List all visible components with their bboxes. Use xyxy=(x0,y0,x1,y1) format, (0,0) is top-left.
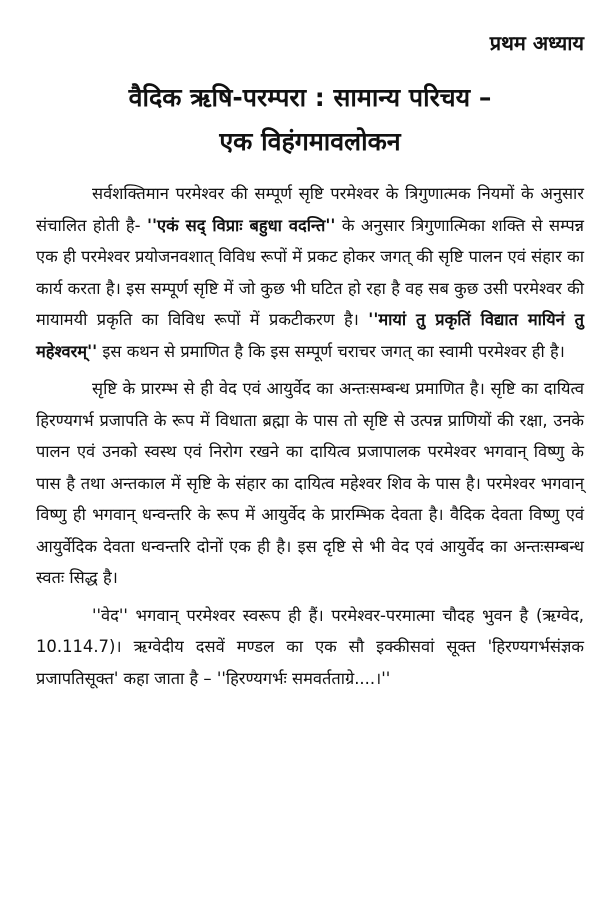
sanskrit-quote-2: ''मायां तु प्रकृतिं विद्यात मायिनं तु महेश्वरम्'' xyxy=(36,310,584,361)
book-page xyxy=(36,28,584,694)
paragraph-3: ''वेद'' भगवान् परमेश्वर स्वरूप ही हैं। परमेश्वर-परमात्मा चौदह भुवन है (ऋग्वेद, 10.114.7)। ऋग्वेदीय दसवें मण्डल का एक सौ इक्कीसवां सूक्त 'हिरण्यगर्भसंज्ञक प्रजापतिसूक्त' कहा जाता है – ''हिरण्यगर्भः समवर्तताग्रे....।'' xyxy=(36,605,584,688)
chapter-label: प्रथम अध्याय xyxy=(489,31,584,55)
paragraph-1-text-b: के अनुसार त्रिगुणात्मिका शक्ति से सम्पन्न एक ही परमेश्वर प्रयोजनवशात् विविध रूपों में प्रकट होकर जगत् की सृष्टि पालन एवं संहार का कार्य करता है। इस सम्पूर्ण सृष्टि में जो कुछ भी घटित हो रहा है वह सब कुछ उसी परमेश्वर की मायामयी प्रकृति का विविध रूपों में प्रकटीकरण है। xyxy=(36,215,585,329)
sanskrit-quote-1: ''एकं सद् विप्राः बहुधा वदन्ति'' xyxy=(146,215,336,235)
paragraph-1 xyxy=(36,178,584,367)
paragraph-2: सृष्टि के प्रारम्भ से ही वेद एवं आयुर्वेद का अन्तःसम्बन्ध प्रमाणित है। सृष्टि का दायित्व हिरण्यगर्भ प्रजापति के रूप में विधाता ब्रह्मा के पास तो सृष्टि से उत्पन्न प्राणियों की रक्षा, उनके पालन एवं उनको स्वस्थ एवं निरोग रखने का दायित्व प्रजापालक परमेश्वर भगवान् विष्णु के पास है तथा अन्तकाल में सृष्टि के संहार का दायित्व महेश्वर शिव के पास है। परमेश्वर भगवान् विष्णु ही भगवान् धन्वन्तरि के रूप में आयुर्वेद के प्रारम्भिक देवता है। वैदिक देवता विष्णु एवं आयुर्वेदिक देवता धन्वन्तरि दोनों एक ही है। इस दृष्टि से भी वेद एवं आयुर्वेद का अन्तःसम्बन्ध स्वतः सिद्ध है। xyxy=(36,379,584,587)
paragraph-1-text-c: इस कथन से प्रमाणित है कि इस सम्पूर्ण चराचर जगत् का स्वामी परमेश्वर ही है। xyxy=(97,341,565,361)
chapter-title-line-1: वैदिक ऋषि-परम्परा : सामान्य परिचय – xyxy=(128,83,492,112)
chapter-title-line-2: एक विहंगमावलोकन xyxy=(219,127,401,156)
chapter-title xyxy=(36,76,584,164)
paragraph-1-text-a: सर्वशक्तिमान परमेश्वर की सम्पूर्ण सृष्टि परमेश्वर के त्रिगुणात्मक नियमों के अनुसार संचालित होती है- xyxy=(36,184,584,235)
